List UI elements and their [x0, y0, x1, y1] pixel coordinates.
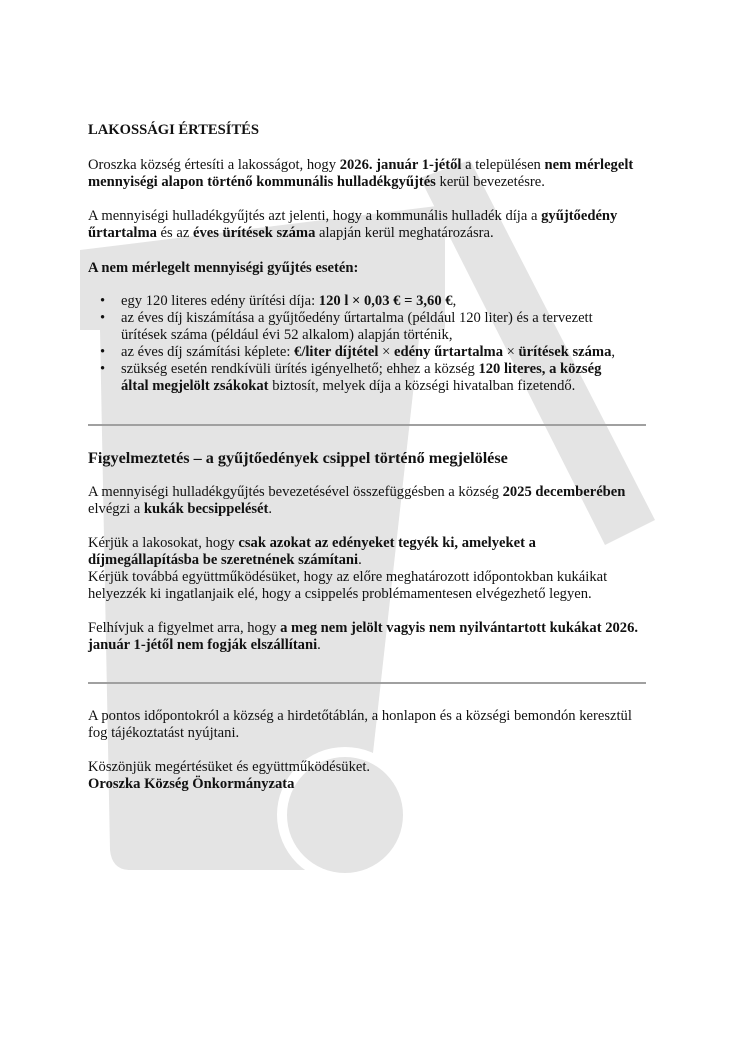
text-run: elvégzi a: [88, 501, 144, 517]
bold-text: január 1-jétől nem fogják elszállítani: [88, 637, 318, 653]
info-paragraph: [88, 708, 632, 742]
warning-heading: Figyelmeztetés – a gyűjtőedények csippel történő megjelölése: [88, 449, 508, 467]
text-run: ,: [452, 293, 457, 309]
document-title: LAKOSSÁGI ÉRTESÍTÉS: [88, 122, 260, 138]
text-run: ×: [503, 344, 519, 360]
text-run: az éves díj kiszámítása a gyűjtőedény űrtartalma (például 120 liter) és a tervezett: [121, 310, 593, 326]
text-run: A mennyiségi hulladékgyűjtés bevezetésével összefüggésben a község: [88, 484, 503, 500]
text-run: kerül bevezetésre.: [435, 174, 545, 190]
bold-text: díjmegállapításba be szeretnének számítani: [88, 552, 359, 568]
bold-text: nem mérlegelt: [544, 157, 634, 173]
bold-text: 2025 decemberében: [502, 484, 626, 500]
text-run: .: [268, 501, 273, 517]
bold-text: űrtartalma: [88, 225, 157, 241]
divider: [88, 424, 646, 426]
text-run: biztosít, melyek díja a községi hivatalban fizetendő.: [268, 378, 576, 394]
text-run: egy 120 literes edény ürítési díja:: [121, 293, 319, 309]
text-run: fog tájékoztatást nyújtani.: [88, 725, 240, 741]
text-run: ürítések száma (például évi 52 alkalom) alapján történik,: [121, 327, 453, 343]
chipping-paragraph: [88, 484, 625, 518]
bold-text: által megjelölt zsákokat: [121, 378, 269, 394]
text-run: A pontos időpontokról a község a hirdetőtáblán, a honlapon és a községi bemondón keresztül: [88, 708, 632, 724]
text-run: Oroszka község értesíti a lakosságot, hogy: [88, 157, 340, 173]
text-run: a településen: [461, 157, 545, 173]
text-run: szükség esetén rendkívüli ürítés igényelhető; ehhez a község: [121, 361, 479, 377]
list-item: [88, 293, 615, 310]
definition-paragraph: [88, 208, 617, 242]
bold-text: ürítések száma: [518, 344, 612, 360]
list-item: [88, 361, 615, 395]
request-paragraph: [88, 535, 607, 603]
list-item: [88, 310, 615, 344]
bold-text: €/liter díjtétel: [294, 344, 379, 360]
bold-text: gyűjtőedény: [541, 208, 618, 224]
text-run: .: [358, 552, 362, 568]
bold-text: 120 literes, a község: [478, 361, 602, 377]
text-run: ,: [611, 344, 616, 360]
text-run: A mennyiségi hulladékgyűjtés azt jelenti, hogy a kommunális hulladék díja a: [88, 208, 542, 224]
notice-paragraph: [88, 620, 638, 654]
bold-text: mennyiségi alapon történő kommunális hulladékgyűjtés: [88, 174, 436, 190]
bold-text: edény űrtartalma: [393, 344, 504, 360]
text-run: Felhívjuk a figyelmet arra, hogy: [88, 620, 281, 636]
divider: [88, 682, 646, 684]
bold-text: 120 l × 0,03 € = 3,60 €: [318, 293, 453, 309]
bold-text: csak azokat az edényeket tegyék ki, amelyeket a: [238, 535, 536, 551]
subheading: A nem mérlegelt mennyiségi gyűjtés esetén:: [88, 260, 359, 276]
bold-text: kukák becsippelését: [143, 501, 269, 517]
bold-text: éves ürítések száma: [192, 225, 316, 241]
list-item: [88, 344, 615, 361]
intro-paragraph: [88, 157, 633, 191]
text-run: és az: [156, 225, 193, 241]
thanks-text: Köszönjük megértésüket és együttműködésüket.: [88, 759, 371, 775]
text-run: helyezzék ki ingatlanjaik elé, hogy a csippelés problémamentesen elvégezhető legyen.: [88, 586, 592, 602]
fee-bullet-list: [88, 293, 615, 395]
text-run: .: [317, 637, 321, 653]
text-run: alapján kerül meghatározásra.: [315, 225, 494, 241]
signature: Oroszka Község Önkormányzata: [88, 776, 295, 792]
text-run: az éves díj számítási képlete:: [121, 344, 295, 360]
text-run: Kérjük továbbá együttműködésüket, hogy az előre meghatározott időpontokban kukáikat: [88, 569, 608, 585]
text-run: ×: [378, 344, 394, 360]
text-run: Kérjük a lakosokat, hogy: [88, 535, 239, 551]
bold-text: 2026. január 1-jétől: [339, 157, 462, 173]
bold-text: a meg nem jelölt vagyis nem nyilvántartott kukákat 2026.: [280, 620, 639, 636]
